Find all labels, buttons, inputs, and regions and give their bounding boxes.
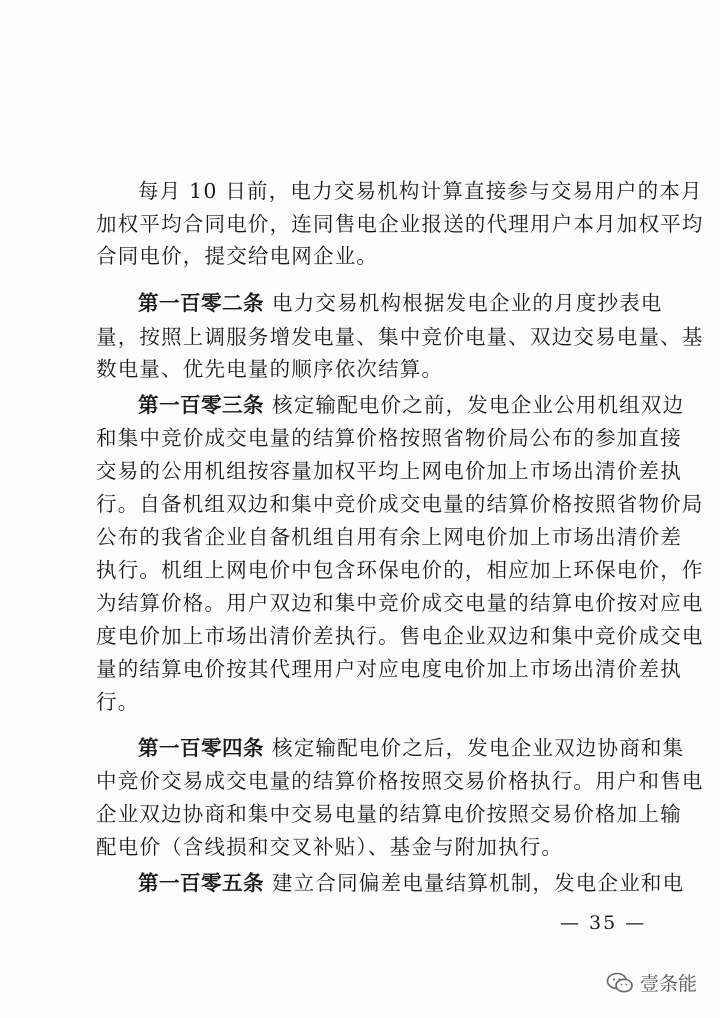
line-text: 度电价加上市场出清价差执行。售电企业双边和集中竞价成交电 xyxy=(96,624,704,648)
text-line xyxy=(96,209,704,239)
text-line xyxy=(96,687,626,717)
line-text: 为结算价格。用户双边和集中竞价成交电量的结算电价按对应电 xyxy=(96,591,704,615)
text-line xyxy=(96,522,682,552)
article-number: 第一百零三条 xyxy=(138,393,264,417)
line-text: 加权平均合同电价，连同售电企业报送的代理用户本月加权平均 xyxy=(96,212,704,236)
line-text: 核定输配电价之后，发电企业双边协商和集 xyxy=(272,736,685,760)
line-text: 建立合同偏差电量结算机制，发电企业和电 xyxy=(272,871,685,895)
text-line xyxy=(96,621,704,651)
text-line xyxy=(96,423,682,453)
line-text: 执行。机组上网电价中包含环保电价的，相应加上环保电价，作 xyxy=(96,558,704,582)
line-text: 行。 xyxy=(96,690,140,714)
text-line xyxy=(96,354,626,384)
text-line xyxy=(96,799,682,829)
line-text: 交易的公用机组按容量加权平均上网电价加上市场出清价差执 xyxy=(96,459,682,483)
text-line xyxy=(138,733,685,763)
text-line xyxy=(96,489,704,519)
line-text: 中竞价交易成交电量的结算价格按照交易价格执行。用户和售电 xyxy=(96,769,704,793)
line-text: 配电价（含线损和交叉补贴）、基金与附加执行。 xyxy=(96,835,564,859)
text-line xyxy=(96,832,626,862)
text-line xyxy=(96,588,704,618)
line-text: 电力交易机构根据发电企业的月度抄表电 xyxy=(272,291,663,315)
line-text: 量的结算电价按其代理用户对应电度电价加上市场出清价差执 xyxy=(96,657,682,681)
text-line xyxy=(138,288,663,318)
line-text: 每月 10 日前，电力交易机构计算直接参与交易用户的本月 xyxy=(138,179,703,203)
text-line xyxy=(138,390,685,420)
page-number: — 35 — xyxy=(560,912,647,934)
wechat-icon xyxy=(606,972,634,994)
line-text: 企业双边协商和集中交易电量的结算电价按照交易价格加上输 xyxy=(96,802,682,826)
text-line xyxy=(96,555,704,585)
line-text: 行。自备机组双边和集中竞价成交电量的结算价格按照省物价局 xyxy=(96,492,704,516)
article-number: 第一百零五条 xyxy=(138,871,264,895)
line-text: 公布的我省企业自备机组自用有余上网电价加上市场出清价差 xyxy=(96,525,682,549)
line-text: 和集中竞价成交电量的结算价格按照省物价局公布的参加直接 xyxy=(96,426,682,450)
text-line xyxy=(96,654,682,684)
line-text: 核定输配电价之前，发电企业公用机组双边 xyxy=(272,393,685,417)
text-line xyxy=(138,176,703,206)
text-line xyxy=(96,322,704,352)
text-line xyxy=(138,868,685,898)
line-text: 量，按照上调服务增发电量、集中竞价电量、双边交易电量、基 xyxy=(96,325,704,349)
watermark xyxy=(606,969,697,996)
watermark-label: 壹条能 xyxy=(640,973,698,995)
text-line xyxy=(96,456,682,486)
article-number: 第一百零二条 xyxy=(138,291,264,315)
text-line xyxy=(96,766,704,796)
line-text: 数电量、优先电量的顺序依次结算。 xyxy=(96,357,444,381)
article-number: 第一百零四条 xyxy=(138,736,264,760)
line-text: 合同电价，提交给电网企业。 xyxy=(96,244,379,268)
text-line xyxy=(96,241,626,271)
